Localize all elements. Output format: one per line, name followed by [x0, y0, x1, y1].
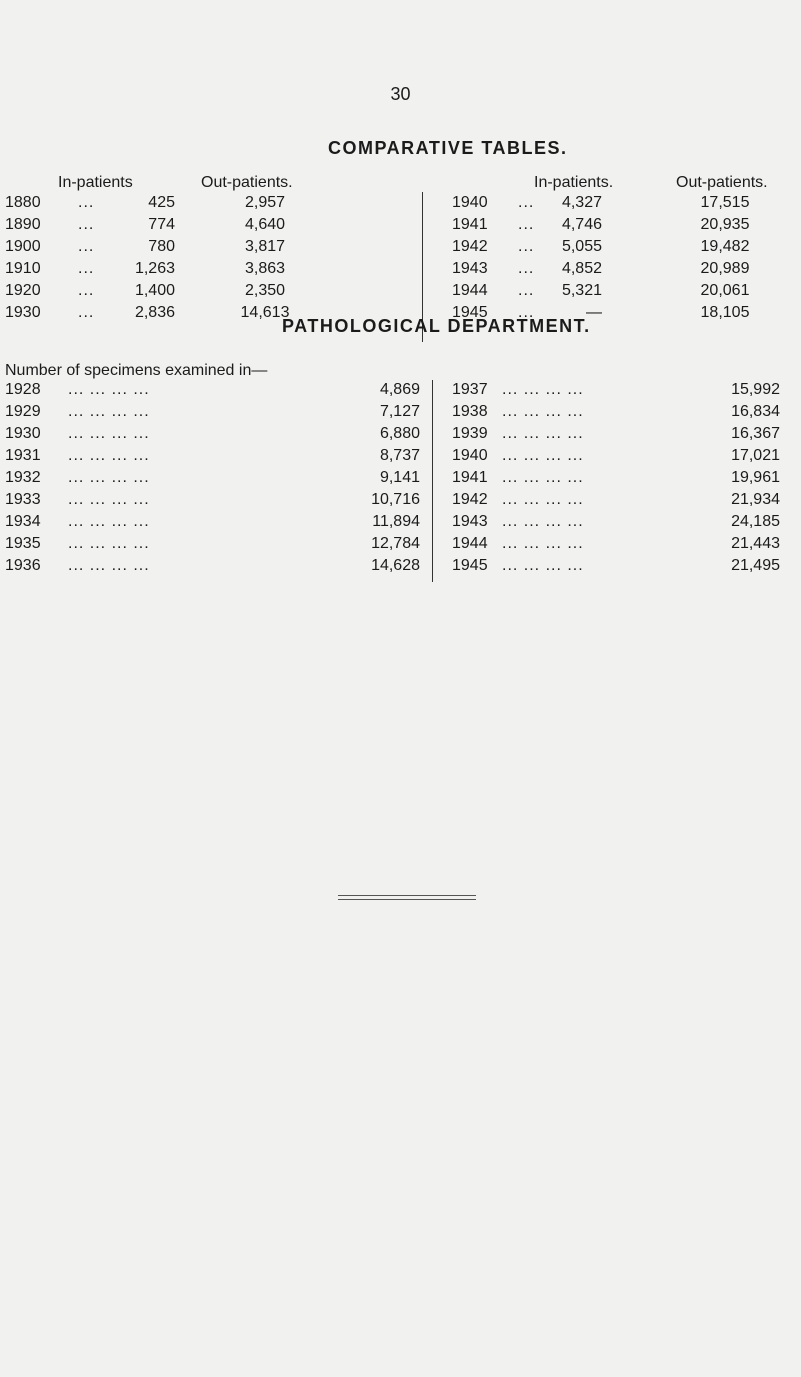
specimen-count-cell: 4,869: [379, 381, 420, 398]
specimen-count-cell: 6,880: [379, 425, 420, 442]
year-cell: 1941: [452, 216, 488, 233]
inpatients-cell: 425: [148, 194, 175, 211]
year-cell: 1928: [5, 381, 41, 398]
specimen-count-cell: 21,495: [731, 557, 780, 574]
year-cell: 1939: [452, 425, 488, 442]
outpatients-cell: 3,863: [244, 260, 286, 277]
leader-dots: ... ... ... ...: [68, 447, 150, 464]
specimen-count-cell: 8,737: [379, 447, 420, 464]
specimen-count-cell: 14,628: [371, 557, 420, 574]
leader-dots: ...: [518, 282, 535, 299]
leader-dots: ...: [518, 260, 535, 277]
year-cell: 1943: [452, 513, 488, 530]
inpatients-cell: 4,327: [561, 194, 602, 211]
section-divider-bottom: [338, 899, 476, 900]
specimen-count-cell: 11,894: [372, 513, 420, 530]
inpatients-cell: 774: [148, 216, 175, 233]
year-cell: 1940: [452, 447, 488, 464]
outpatients-cell: 19,482: [700, 238, 750, 255]
leader-dots: ... ... ... ...: [502, 535, 584, 552]
leader-dots: ...: [78, 238, 95, 255]
specimen-count-cell: 15,992: [731, 381, 780, 398]
outpatients-cell: 20,935: [700, 216, 750, 233]
outpatients-cell: 4,640: [244, 216, 286, 233]
leader-dots: ...: [78, 282, 95, 299]
outpatients-cell: 3,817: [244, 238, 286, 255]
inpatients-cell: 5,055: [561, 238, 602, 255]
leader-dots: ... ... ... ...: [502, 403, 584, 420]
specimen-count-cell: 24,185: [731, 513, 780, 530]
specimen-count-cell: 7,127: [379, 403, 420, 420]
leader-dots: ...: [78, 304, 95, 321]
outpatients-cell: 20,989: [700, 260, 750, 277]
year-cell: 1937: [452, 381, 488, 398]
left-inpatients-header: In-patients: [58, 174, 133, 191]
inpatients-cell: 2,836: [134, 304, 175, 321]
leader-dots: ... ... ... ...: [502, 557, 584, 574]
leader-dots: ... ... ... ...: [502, 425, 584, 442]
specimen-count-cell: 19,961: [731, 469, 780, 486]
year-cell: 1940: [452, 194, 488, 211]
year-cell: 1929: [5, 403, 41, 420]
inpatients-cell: 4,746: [561, 216, 602, 233]
year-cell: 1900: [5, 238, 41, 255]
year-cell: 1944: [452, 282, 488, 299]
leader-dots: ...: [518, 304, 535, 321]
inpatients-cell: —: [586, 304, 602, 321]
year-cell: 1943: [452, 260, 488, 277]
year-cell: 1910: [5, 260, 41, 277]
specimen-count-cell: 21,934: [731, 491, 780, 508]
pathological-vertical-rule: [432, 380, 433, 582]
year-cell: 1932: [5, 469, 41, 486]
year-cell: 1936: [5, 557, 41, 574]
outpatients-cell: 20,061: [700, 282, 750, 299]
year-cell: 1944: [452, 535, 488, 552]
specimen-count-cell: 16,834: [731, 403, 780, 420]
leader-dots: ... ... ... ...: [502, 491, 584, 508]
leader-dots: ... ... ... ...: [502, 381, 584, 398]
year-cell: 1880: [5, 194, 41, 211]
page-number: 30: [390, 84, 411, 104]
outpatients-cell: 18,105: [700, 304, 750, 321]
year-cell: 1933: [5, 491, 41, 508]
section-divider-top: [338, 895, 476, 896]
specimen-count-cell: 17,021: [731, 447, 780, 464]
year-cell: 1945: [452, 557, 488, 574]
specimen-count-cell: 12,784: [371, 535, 420, 552]
inpatients-cell: 1,263: [134, 260, 175, 277]
year-cell: 1930: [5, 425, 41, 442]
leader-dots: ... ... ... ...: [68, 557, 150, 574]
outpatients-cell: 17,515: [700, 194, 750, 211]
year-cell: 1938: [452, 403, 488, 420]
year-cell: 1935: [5, 535, 41, 552]
specimen-count-cell: 10,716: [371, 491, 420, 508]
leader-dots: ... ... ... ...: [502, 513, 584, 530]
specimens-intro: Number of specimens examined in—: [5, 362, 268, 379]
year-cell: 1942: [452, 491, 488, 508]
year-cell: 1941: [452, 469, 488, 486]
specimen-count-cell: 21,443: [731, 535, 780, 552]
leader-dots: ...: [78, 260, 95, 277]
leader-dots: ... ... ... ...: [502, 447, 584, 464]
right-inpatients-header: In-patients.: [534, 174, 614, 191]
leader-dots: ...: [78, 194, 95, 211]
leader-dots: ...: [518, 216, 535, 233]
year-cell: 1934: [5, 513, 41, 530]
inpatients-cell: 1,400: [134, 282, 175, 299]
inpatients-cell: 5,321: [561, 282, 602, 299]
leader-dots: ...: [518, 238, 535, 255]
left-outpatients-header: Out-patients.: [201, 174, 293, 191]
leader-dots: ... ... ... ...: [68, 381, 150, 398]
inpatients-cell: 780: [148, 238, 175, 255]
year-cell: 1945: [452, 304, 488, 321]
outpatients-cell: 2,957: [244, 194, 286, 211]
year-cell: 1890: [5, 216, 41, 233]
leader-dots: ... ... ... ...: [68, 491, 150, 508]
comparative-tables-title: COMPARATIVE TABLES.: [328, 138, 568, 158]
leader-dots: ...: [518, 194, 535, 211]
specimen-count-cell: 9,141: [379, 469, 420, 486]
leader-dots: ... ... ... ...: [502, 469, 584, 486]
inpatients-cell: 4,852: [561, 260, 602, 277]
outpatients-cell: 2,350: [244, 282, 286, 299]
leader-dots: ...: [78, 216, 95, 233]
leader-dots: ... ... ... ...: [68, 425, 150, 442]
leader-dots: ... ... ... ...: [68, 469, 150, 486]
year-cell: 1920: [5, 282, 41, 299]
year-cell: 1931: [5, 447, 41, 464]
leader-dots: ... ... ... ...: [68, 513, 150, 530]
specimen-count-cell: 16,367: [731, 425, 780, 442]
pathological-department-title: PATHOLOGICAL DEPARTMENT.: [282, 316, 591, 336]
year-cell: 1930: [5, 304, 41, 321]
leader-dots: ... ... ... ...: [68, 403, 150, 420]
right-outpatients-header: Out-patients.: [676, 174, 768, 191]
outpatients-cell: 14,613: [240, 304, 290, 321]
leader-dots: ... ... ... ...: [68, 535, 150, 552]
year-cell: 1942: [452, 238, 488, 255]
